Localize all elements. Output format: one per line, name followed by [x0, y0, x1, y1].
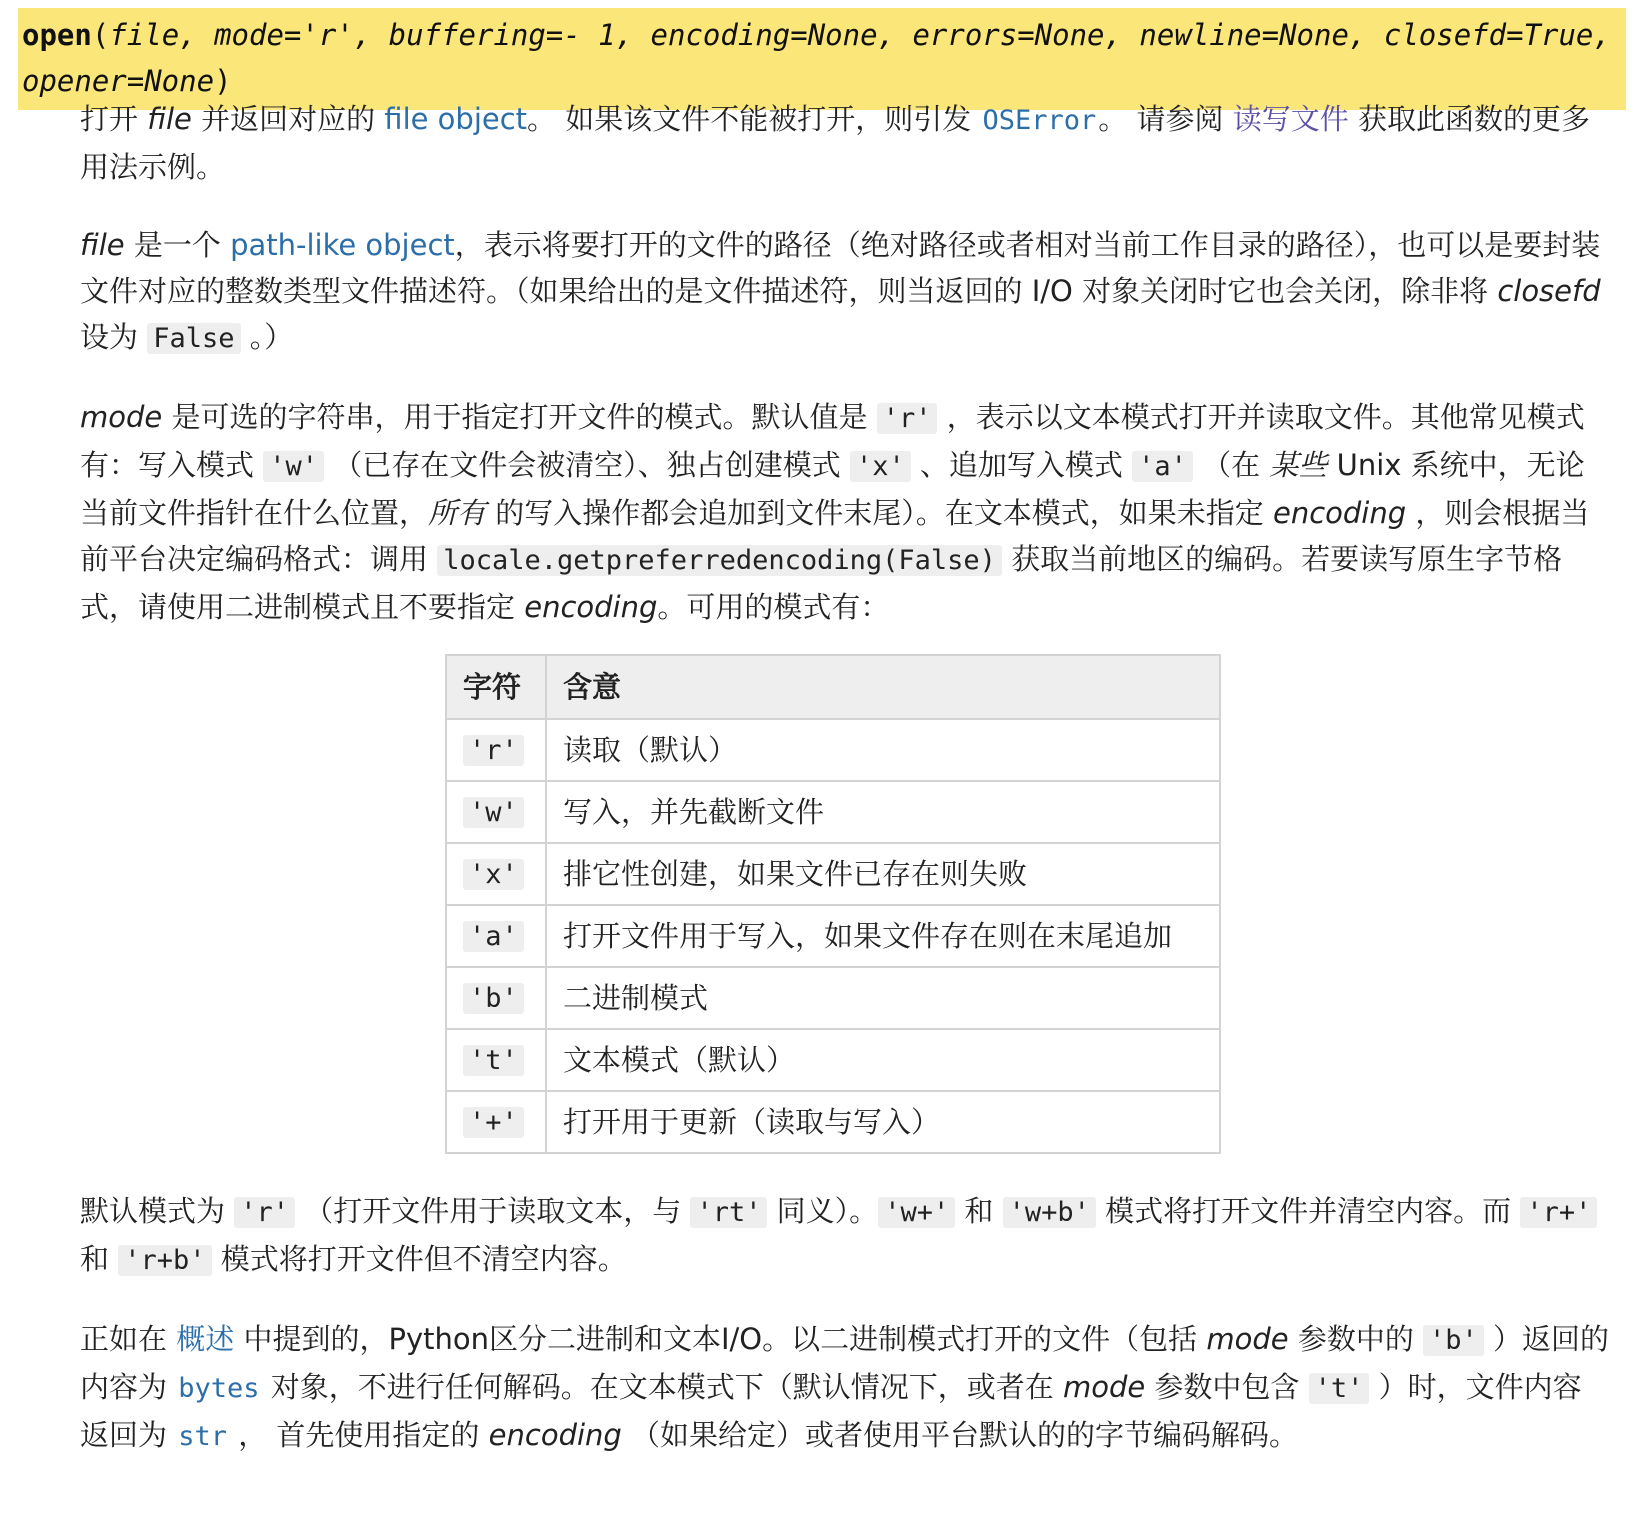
code-t: 't' [1309, 1373, 1370, 1404]
close-paren: ) [214, 64, 232, 98]
table-row [446, 967, 1220, 1029]
paragraph-binary-text [80, 1316, 1610, 1460]
text: 获取此函数的更多用法示例。 [80, 102, 1590, 184]
code-r: 'r' [234, 1197, 295, 1228]
file-object-link[interactable]: file object [384, 102, 528, 136]
text: 参数中包含 [1145, 1370, 1309, 1404]
param-closefd: closefd [1497, 274, 1601, 308]
text: 中提到的，Python区分二进制和文本I/O。以二进制模式打开的文件（包括 [234, 1322, 1207, 1356]
function-name: open [22, 18, 92, 52]
text: 模式将打开文件并清空内容。而 [1095, 1194, 1521, 1228]
table-row [446, 719, 1220, 781]
str-link[interactable] [176, 1418, 229, 1452]
text: ，表示以文本模式打开并读取文件。其他常见模式有：写入模式 [80, 400, 1585, 482]
mode-meaning-cell: 打开文件用于写入，如果文件存在则在末尾追加 [546, 905, 1220, 967]
bytes-code: bytes [178, 1373, 260, 1404]
mode-char: '+' [463, 1107, 524, 1138]
param-encoding: encoding [488, 1418, 622, 1452]
mode-meaning-cell: 排它性创建，如果文件已存在则失败 [546, 843, 1220, 905]
code-w-plus-b: 'w+b' [1003, 1197, 1096, 1228]
text: 。） [240, 320, 294, 354]
table-row [446, 781, 1220, 843]
text: （已存在文件会被清空）、独占创建模式 [324, 448, 850, 482]
paragraph-default-mode [80, 1188, 1610, 1284]
text: 。 如果该文件不能被打开，则引发 [527, 102, 981, 136]
param-mode: mode [80, 400, 163, 434]
bytes-link[interactable] [176, 1370, 261, 1404]
mode-table-wrapper [445, 654, 1610, 1154]
mode-meaning-cell: 读取（默认） [546, 719, 1220, 781]
oserror-link[interactable] [980, 102, 1098, 136]
paragraph-intro [80, 96, 1610, 190]
code-getpreferredencoding: locale.getpreferredencoding(False) [437, 545, 1002, 576]
text: （如果给定）或者使用平台默认的的字节编码解码。 [621, 1418, 1299, 1452]
code-r: 'r' [877, 403, 938, 434]
text: 是一个 [124, 228, 231, 262]
param-encoding: encoding [1272, 496, 1407, 530]
text: 打开 [80, 102, 148, 136]
text: （在 [1192, 448, 1270, 482]
overview-link[interactable]: 概述 [176, 1322, 235, 1356]
text: 。可用的模式有： [657, 590, 890, 624]
code-w: 'w' [263, 451, 324, 482]
code-a: 'a' [1132, 451, 1193, 482]
mode-meaning-cell: 打开用于更新（读取与写入） [546, 1091, 1220, 1153]
header-char: 字符 [446, 655, 546, 719]
code-r-plus-b: 'r+b' [118, 1245, 211, 1276]
text: 、追加写入模式 [910, 448, 1133, 482]
emphasis-some: 某些 [1269, 448, 1328, 482]
text: ，则会根据当前平台决定编码格式：调用 [80, 496, 1590, 576]
paragraph-file [80, 222, 1610, 362]
text: 对象，不进行任何解码。在文本模式下（默认情况下，或者在 [261, 1370, 1063, 1404]
mode-char-cell [446, 1029, 546, 1091]
text: ）返回的内容为 [80, 1322, 1610, 1404]
mode-char: 'a' [463, 921, 524, 952]
code-x: 'x' [850, 451, 911, 482]
mode-char-cell [446, 1091, 546, 1153]
table-row [446, 1029, 1220, 1091]
oserror-code: OSError [982, 105, 1097, 136]
text: 获取当前地区的编码。若要读写原生字节格式，请使用二进制模式且不要指定 [80, 542, 1563, 624]
param-mode: mode [1062, 1370, 1146, 1404]
text: ， 首先使用指定的 [229, 1418, 489, 1452]
text: 并返回对应的 [191, 102, 385, 136]
text: ）时，文件内容返回为 [80, 1370, 1582, 1452]
emphasis-all: 所有 [428, 496, 487, 530]
header-meaning: 含意 [546, 655, 1220, 719]
mode-meaning-cell: 文本模式（默认） [546, 1029, 1220, 1091]
mode-char-cell [446, 719, 546, 781]
code-rt: 'rt' [690, 1197, 767, 1228]
mode-meaning-cell: 二进制模式 [546, 967, 1220, 1029]
text: 同义）。 [767, 1194, 879, 1228]
function-params: file, mode='r', buffering=- 1, encoding=None, errors=None, newline=None, closefd=True, opener=None [22, 18, 1611, 98]
mode-char: 'r' [463, 735, 524, 766]
table-row [446, 843, 1220, 905]
text: 模式将打开文件但不清空内容。 [211, 1242, 627, 1276]
text: 和 [80, 1242, 119, 1276]
mode-table [445, 654, 1221, 1154]
table-header-row [446, 655, 1220, 719]
param-file: file [80, 228, 125, 262]
paragraph-mode [80, 394, 1610, 630]
mode-meaning-cell: 写入，并先截断文件 [546, 781, 1220, 843]
table-row [446, 1091, 1220, 1153]
mode-char-cell [446, 967, 546, 1029]
doc-content [80, 96, 1610, 1460]
mode-char: 't' [463, 1045, 524, 1076]
function-signature [18, 8, 1626, 110]
code-b: 'b' [1423, 1325, 1484, 1356]
str-code: str [178, 1421, 227, 1452]
mode-char-cell [446, 781, 546, 843]
code-w-plus: 'w+' [878, 1197, 955, 1228]
mode-char: 'w' [463, 797, 524, 828]
code-false: False [147, 323, 240, 354]
text: 正如在 [80, 1322, 177, 1356]
text: 是可选的字符串，用于指定打开文件的模式。默认值是 [162, 400, 877, 434]
text: ，表示将要打开的文件的路径（绝对路径或者相对当前工作目录的路径），也可以是要封装文件对应的整数类型文件描述符。（如果给出的是文件描述符，则当返回的 I/O 对象关闭时它也会关闭，除非将 [80, 228, 1601, 308]
param-file: file [147, 102, 192, 136]
text: 。 请参阅 [1098, 102, 1233, 136]
code-r-plus: 'r+' [1520, 1197, 1597, 1228]
param-mode: mode [1206, 1322, 1289, 1356]
text: 的写入操作都会追加到文件末尾）。在文本模式，如果未指定 [486, 496, 1273, 530]
open-paren: ( [91, 18, 110, 52]
text: 和 [955, 1194, 1003, 1228]
path-like-object-link[interactable]: path-like object [230, 228, 455, 262]
read-write-files-link[interactable]: 读写文件 [1232, 102, 1349, 136]
table-row [446, 905, 1220, 967]
text: 参数中的 [1288, 1322, 1424, 1356]
mode-char: 'x' [463, 859, 524, 890]
mode-char: 'b' [463, 983, 524, 1014]
text: 默认模式为 [80, 1194, 235, 1228]
mode-char-cell [446, 905, 546, 967]
param-encoding: encoding [524, 590, 658, 624]
text: （打开文件用于读取文本，与 [295, 1194, 691, 1228]
text: 设为 [80, 320, 148, 354]
text: Unix 系统中，无论当前文件指针在什么位置， [80, 448, 1585, 530]
mode-char-cell [446, 843, 546, 905]
